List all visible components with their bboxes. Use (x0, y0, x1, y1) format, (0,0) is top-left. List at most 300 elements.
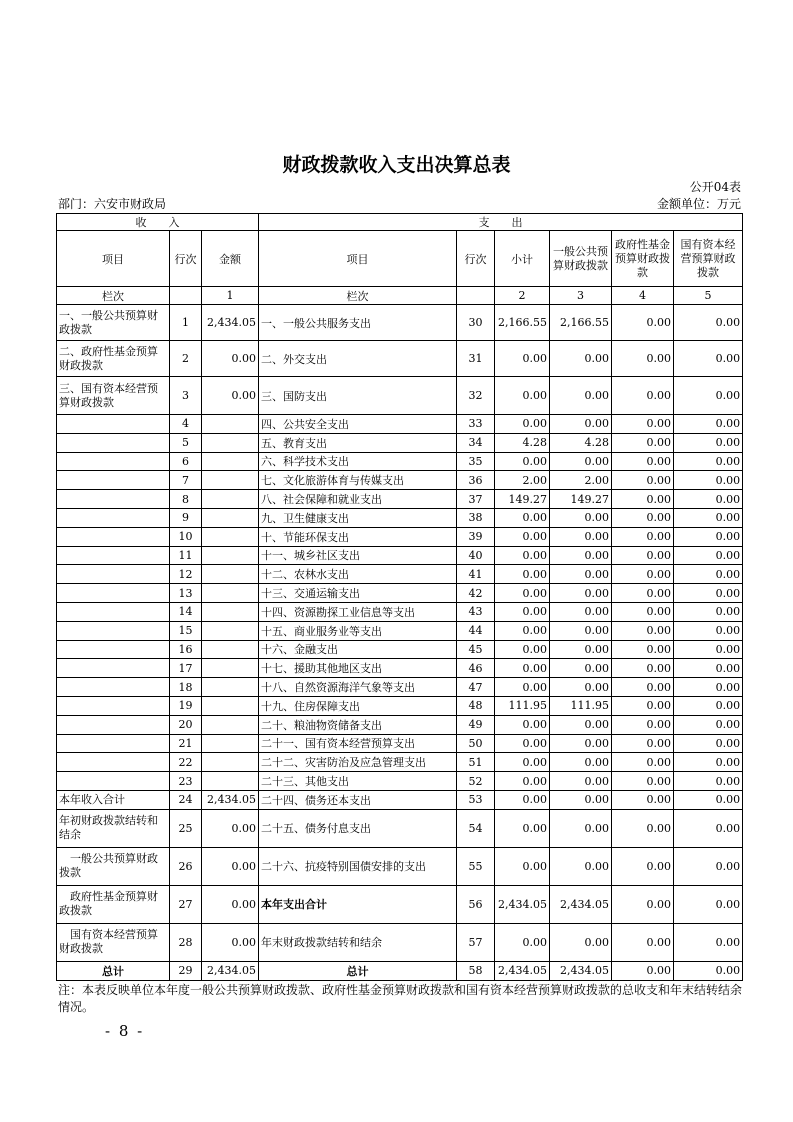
income-amount: 0.00 (202, 885, 259, 923)
state-capital-budget-value: 0.00 (674, 753, 743, 772)
subtotal-value: 0.00 (495, 847, 550, 885)
income-amount (202, 659, 259, 678)
income-amount: 0.00 (202, 923, 259, 961)
subtotal-value: 0.00 (495, 565, 550, 584)
fund-budget-value: 0.00 (612, 790, 674, 809)
income-item (57, 508, 170, 527)
table-row (57, 452, 743, 471)
general-budget-value: 0.00 (550, 734, 612, 753)
expense-item: 二十一、国有资本经营预算支出 (259, 734, 457, 753)
fund-budget-value: 0.00 (612, 527, 674, 546)
expense-row-no: 56 (457, 885, 495, 923)
table-row (57, 471, 743, 490)
income-row-no-header: 行次 (170, 231, 202, 287)
income-item (57, 490, 170, 509)
state-capital-budget-value: 0.00 (674, 923, 743, 961)
fund-budget-value: 0.00 (612, 546, 674, 565)
general-budget-value: 0.00 (550, 772, 612, 791)
expense-item: 十三、交通运输支出 (259, 584, 457, 603)
table-row (57, 753, 743, 772)
subtotal-value: 0.00 (495, 377, 550, 415)
general-budget-value: 0.00 (550, 621, 612, 640)
income-amount (202, 565, 259, 584)
fund-budget-value: 0.00 (612, 885, 674, 923)
subtotal-value: 0.00 (495, 809, 550, 847)
table-row (57, 847, 743, 885)
fund-budget-value: 0.00 (612, 734, 674, 753)
income-row-no: 14 (170, 602, 202, 621)
income-item: 国有资本经营预算财政拨款 (57, 923, 170, 961)
income-item (57, 452, 170, 471)
income-amount (202, 471, 259, 490)
income-amount: 0.00 (202, 341, 259, 377)
expense-item: 一、一般公共服务支出 (259, 305, 457, 341)
fund-budget-value: 0.00 (612, 565, 674, 584)
income-item (57, 527, 170, 546)
subtotal-value: 2,434.05 (495, 885, 550, 923)
table-row (57, 584, 743, 603)
state-capital-budget-value: 0.00 (674, 471, 743, 490)
income-row-no: 22 (170, 753, 202, 772)
income-amount (202, 772, 259, 791)
state-capital-budget-value: 0.00 (674, 527, 743, 546)
income-item (57, 696, 170, 715)
state-capital-budget-value: 0.00 (674, 885, 743, 923)
subtotal-value: 2.00 (495, 471, 550, 490)
general-budget-value: 2,166.55 (550, 305, 612, 341)
expense-row-no: 42 (457, 584, 495, 603)
subtotal-value: 0.00 (495, 546, 550, 565)
state-capital-budget-value: 0.00 (674, 734, 743, 753)
income-row-no-blank (170, 287, 202, 305)
table-row (57, 715, 743, 734)
table-note: 注：本表反映单位本年度一般公共预算财政拨款、政府性基金预算财政拨款和国有资本经营预算财政拨款的总收支和年末结转结余情况。 (58, 983, 743, 1014)
state-capital-budget-value: 0.00 (674, 602, 743, 621)
expense-row-no: 57 (457, 923, 495, 961)
subtotal-value: 2,434.05 (495, 961, 550, 980)
general-budget-value: 149.27 (550, 490, 612, 509)
expense-item: 八、社会保障和就业支出 (259, 490, 457, 509)
fund-budget-value: 0.00 (612, 377, 674, 415)
income-row-no: 19 (170, 696, 202, 715)
expense-row-no: 37 (457, 490, 495, 509)
subtotal-value: 2,166.55 (495, 305, 550, 341)
state-capital-budget-value: 0.00 (674, 715, 743, 734)
column-number-5: 5 (674, 287, 743, 305)
expense-row-no: 32 (457, 377, 495, 415)
income-item (57, 584, 170, 603)
income-item (57, 433, 170, 452)
income-item (57, 546, 170, 565)
income-item (57, 640, 170, 659)
table-row (57, 678, 743, 697)
income-item (57, 565, 170, 584)
expense-row-no: 34 (457, 433, 495, 452)
expense-row-no: 47 (457, 678, 495, 697)
department-label: 部门：六安市财政局 (58, 197, 167, 211)
income-item-header: 项目 (57, 231, 170, 287)
table-row (57, 565, 743, 584)
expense-row-no: 52 (457, 772, 495, 791)
income-row-no: 17 (170, 659, 202, 678)
subtotal-value: 0.00 (495, 753, 550, 772)
table-row (57, 696, 743, 715)
general-budget-value: 0.00 (550, 584, 612, 603)
fund-budget-value: 0.00 (612, 640, 674, 659)
expense-row-no: 50 (457, 734, 495, 753)
expense-item: 总计 (259, 961, 457, 980)
state-capital-budget-value: 0.00 (674, 847, 743, 885)
income-item: 一般公共预算财政拨款 (57, 847, 170, 885)
general-budget-value: 0.00 (550, 659, 612, 678)
table-row (57, 790, 743, 809)
general-budget-value: 0.00 (550, 753, 612, 772)
expense-item: 十四、资源勘探工业信息等支出 (259, 602, 457, 621)
income-item (57, 621, 170, 640)
expense-item: 十、节能环保支出 (259, 527, 457, 546)
income-item: 本年收入合计 (57, 790, 170, 809)
expense-item: 二十、粮油物资储备支出 (259, 715, 457, 734)
expense-item: 十五、商业服务业等支出 (259, 621, 457, 640)
income-item: 政府性基金预算财政拨款 (57, 885, 170, 923)
expense-row-no: 48 (457, 696, 495, 715)
expense-item: 二十四、债务还本支出 (259, 790, 457, 809)
state-capital-budget-value: 0.00 (674, 305, 743, 341)
expense-item: 二、外交支出 (259, 341, 457, 377)
subtotal-value: 0.00 (495, 734, 550, 753)
state-capital-budget-value: 0.00 (674, 415, 743, 434)
state-capital-budget-value: 0.00 (674, 546, 743, 565)
income-row-no: 16 (170, 640, 202, 659)
subtotal-value: 4.28 (495, 433, 550, 452)
state-capital-budget-value: 0.00 (674, 772, 743, 791)
expense-row-no: 30 (457, 305, 495, 341)
table-row (57, 961, 743, 980)
income-amount (202, 602, 259, 621)
general-budget-value: 0.00 (550, 377, 612, 415)
fund-budget-value: 0.00 (612, 584, 674, 603)
expense-row-no: 44 (457, 621, 495, 640)
expense-row-no: 55 (457, 847, 495, 885)
income-amount (202, 527, 259, 546)
income-row-no: 29 (170, 961, 202, 980)
income-amount (202, 490, 259, 509)
income-amount-header: 金额 (202, 231, 259, 287)
income-group-header: 收 入 (57, 214, 259, 231)
expense-item: 十七、援助其他地区支出 (259, 659, 457, 678)
income-row-no: 12 (170, 565, 202, 584)
income-amount: 2,434.05 (202, 961, 259, 980)
subtotal-value: 111.95 (495, 696, 550, 715)
table-row (57, 659, 743, 678)
subtotal-value: 0.00 (495, 415, 550, 434)
fund-budget-value: 0.00 (612, 490, 674, 509)
income-amount (202, 584, 259, 603)
general-budget-value: 0.00 (550, 715, 612, 734)
fund-budget-value: 0.00 (612, 809, 674, 847)
income-item (57, 734, 170, 753)
subtotal-value: 0.00 (495, 508, 550, 527)
income-amount (202, 640, 259, 659)
income-row-no: 8 (170, 490, 202, 509)
column-number-3: 3 (550, 287, 612, 305)
subtotal-value: 0.00 (495, 790, 550, 809)
income-item (57, 415, 170, 434)
table-row (57, 734, 743, 753)
expense-row-no: 38 (457, 508, 495, 527)
subtotal-value: 0.00 (495, 621, 550, 640)
general-budget-value: 0.00 (550, 640, 612, 659)
general-budget-value: 2,434.05 (550, 961, 612, 980)
general-budget-value: 0.00 (550, 508, 612, 527)
income-amount (202, 546, 259, 565)
income-item (57, 659, 170, 678)
income-row-no: 21 (170, 734, 202, 753)
expense-row-no: 43 (457, 602, 495, 621)
table-row (57, 772, 743, 791)
state-capital-budget-header: 国有资本经营预算财政拨款 (674, 231, 743, 287)
income-row-no: 24 (170, 790, 202, 809)
income-amount (202, 433, 259, 452)
expense-row-no: 49 (457, 715, 495, 734)
subtotal-value: 0.00 (495, 602, 550, 621)
income-amount (202, 508, 259, 527)
state-capital-budget-value: 0.00 (674, 678, 743, 697)
expense-item: 年末财政拨款结转和结余 (259, 923, 457, 961)
general-budget-value: 0.00 (550, 790, 612, 809)
income-amount (202, 734, 259, 753)
column-number-1: 1 (202, 287, 259, 305)
general-budget-value: 2,434.05 (550, 885, 612, 923)
income-row-no: 15 (170, 621, 202, 640)
expense-item: 二十二、灾害防治及应急管理支出 (259, 753, 457, 772)
general-budget-value: 0.00 (550, 602, 612, 621)
table-row (57, 923, 743, 961)
state-capital-budget-value: 0.00 (674, 490, 743, 509)
income-column-label: 栏次 (57, 287, 170, 305)
expense-item: 九、卫生健康支出 (259, 508, 457, 527)
income-row-no: 28 (170, 923, 202, 961)
income-row-no: 6 (170, 452, 202, 471)
general-budget-value: 0.00 (550, 565, 612, 584)
general-budget-value: 0.00 (550, 847, 612, 885)
income-amount (202, 678, 259, 697)
fund-budget-value: 0.00 (612, 415, 674, 434)
income-item: 总计 (57, 961, 170, 980)
table-row (57, 490, 743, 509)
table-row (57, 621, 743, 640)
income-row-no: 11 (170, 546, 202, 565)
general-budget-value: 0.00 (550, 546, 612, 565)
expense-item: 六、科学技术支出 (259, 452, 457, 471)
subtotal-value: 0.00 (495, 715, 550, 734)
income-item: 一、一般公共预算财政拨款 (57, 305, 170, 341)
income-row-no: 2 (170, 341, 202, 377)
form-code: 公开04表 (689, 180, 741, 194)
income-item (57, 678, 170, 697)
general-budget-value: 2.00 (550, 471, 612, 490)
state-capital-budget-value: 0.00 (674, 696, 743, 715)
subtotal-value: 0.00 (495, 923, 550, 961)
subtotal-value: 0.00 (495, 584, 550, 603)
income-amount: 2,434.05 (202, 305, 259, 341)
expense-item-header: 项目 (259, 231, 457, 287)
income-item (57, 602, 170, 621)
fund-budget-value: 0.00 (612, 508, 674, 527)
state-capital-budget-value: 0.00 (674, 961, 743, 980)
income-amount (202, 753, 259, 772)
expense-row-no-blank (457, 287, 495, 305)
fund-budget-value: 0.00 (612, 659, 674, 678)
unit-label: 金额单位：万元 (656, 197, 741, 211)
table-row (57, 885, 743, 923)
state-capital-budget-value: 0.00 (674, 790, 743, 809)
expense-item: 七、文化旅游体育与传媒支出 (259, 471, 457, 490)
income-row-no: 13 (170, 584, 202, 603)
income-amount: 2,434.05 (202, 790, 259, 809)
subtotal-header: 小计 (495, 231, 550, 287)
income-row-no: 3 (170, 377, 202, 415)
expense-row-no: 33 (457, 415, 495, 434)
expense-item: 本年支出合计 (259, 885, 457, 923)
fund-budget-value: 0.00 (612, 961, 674, 980)
expense-group-header: 支 出 (259, 214, 743, 231)
expense-item: 二十六、抗疫特别国债安排的支出 (259, 847, 457, 885)
expense-column-label: 栏次 (259, 287, 457, 305)
expense-row-no: 54 (457, 809, 495, 847)
table-row (57, 809, 743, 847)
table-row (57, 341, 743, 377)
general-budget-value: 0.00 (550, 415, 612, 434)
income-row-no: 5 (170, 433, 202, 452)
fund-budget-value: 0.00 (612, 341, 674, 377)
expense-item: 十二、农林水支出 (259, 565, 457, 584)
expense-item: 十八、自然资源海洋气象等支出 (259, 678, 457, 697)
expense-item: 二十三、其他支出 (259, 772, 457, 791)
income-row-no: 20 (170, 715, 202, 734)
table-row (57, 433, 743, 452)
expense-row-no: 51 (457, 753, 495, 772)
expense-item: 三、国防支出 (259, 377, 457, 415)
income-amount (202, 715, 259, 734)
fund-budget-value: 0.00 (612, 753, 674, 772)
fund-budget-value: 0.00 (612, 471, 674, 490)
table-row (57, 415, 743, 434)
fund-budget-value: 0.00 (612, 433, 674, 452)
income-amount (202, 415, 259, 434)
income-amount: 0.00 (202, 377, 259, 415)
expense-row-no: 45 (457, 640, 495, 659)
fund-budget-value: 0.00 (612, 678, 674, 697)
state-capital-budget-value: 0.00 (674, 508, 743, 527)
income-row-no: 4 (170, 415, 202, 434)
expense-row-no: 36 (457, 471, 495, 490)
table-row (57, 640, 743, 659)
expense-row-no: 39 (457, 527, 495, 546)
table-row (57, 305, 743, 341)
subtotal-value: 0.00 (495, 452, 550, 471)
state-capital-budget-value: 0.00 (674, 452, 743, 471)
general-budget-value: 0.00 (550, 923, 612, 961)
general-budget-value: 0.00 (550, 341, 612, 377)
fund-budget-value: 0.00 (612, 621, 674, 640)
column-number-2: 2 (495, 287, 550, 305)
income-amount (202, 621, 259, 640)
expense-item: 五、教育支出 (259, 433, 457, 452)
expense-row-no: 41 (457, 565, 495, 584)
table-row (57, 546, 743, 565)
income-item: 年初财政拨款结转和结余 (57, 809, 170, 847)
income-row-no: 10 (170, 527, 202, 546)
table-row (57, 602, 743, 621)
expense-row-no: 58 (457, 961, 495, 980)
expense-item: 四、公共安全支出 (259, 415, 457, 434)
income-item (57, 471, 170, 490)
summary-table (56, 213, 743, 981)
fund-budget-value: 0.00 (612, 715, 674, 734)
table-row (57, 377, 743, 415)
state-capital-budget-value: 0.00 (674, 565, 743, 584)
state-capital-budget-value: 0.00 (674, 433, 743, 452)
income-row-no: 1 (170, 305, 202, 341)
income-amount: 0.00 (202, 847, 259, 885)
income-amount: 0.00 (202, 809, 259, 847)
subtotal-value: 0.00 (495, 659, 550, 678)
expense-row-no: 46 (457, 659, 495, 678)
page-title: 财政拨款收入支出决算总表 (282, 154, 511, 176)
expense-row-no: 40 (457, 546, 495, 565)
expense-row-no: 35 (457, 452, 495, 471)
general-budget-header: 一般公共预算财政拨款 (550, 231, 612, 287)
state-capital-budget-value: 0.00 (674, 584, 743, 603)
state-capital-budget-value: 0.00 (674, 341, 743, 377)
general-budget-value: 0.00 (550, 678, 612, 697)
subtotal-value: 149.27 (495, 490, 550, 509)
income-row-no: 18 (170, 678, 202, 697)
expense-row-no: 53 (457, 790, 495, 809)
table-body (57, 305, 743, 981)
income-item (57, 753, 170, 772)
subtotal-value: 0.00 (495, 772, 550, 791)
table-row (57, 508, 743, 527)
income-item: 二、政府性基金预算财政拨款 (57, 341, 170, 377)
subtotal-value: 0.00 (495, 527, 550, 546)
fund-budget-value: 0.00 (612, 772, 674, 791)
table-row (57, 527, 743, 546)
income-row-no: 25 (170, 809, 202, 847)
state-capital-budget-value: 0.00 (674, 809, 743, 847)
income-amount (202, 452, 259, 471)
fund-budget-value: 0.00 (612, 696, 674, 715)
expense-item: 十一、城乡社区支出 (259, 546, 457, 565)
page-number: - 8 - (105, 1022, 145, 1040)
fund-budget-value: 0.00 (612, 923, 674, 961)
expense-item: 十六、金融支出 (259, 640, 457, 659)
fund-budget-value: 0.00 (612, 452, 674, 471)
general-budget-value: 0.00 (550, 809, 612, 847)
income-item (57, 715, 170, 734)
general-budget-value: 0.00 (550, 452, 612, 471)
income-row-no: 9 (170, 508, 202, 527)
fund-budget-value: 0.00 (612, 305, 674, 341)
subtotal-value: 0.00 (495, 341, 550, 377)
subtotal-value: 0.00 (495, 640, 550, 659)
state-capital-budget-value: 0.00 (674, 659, 743, 678)
general-budget-value: 0.00 (550, 527, 612, 546)
fund-budget-value: 0.00 (612, 847, 674, 885)
income-item: 三、国有资本经营预算财政拨款 (57, 377, 170, 415)
general-budget-value: 111.95 (550, 696, 612, 715)
